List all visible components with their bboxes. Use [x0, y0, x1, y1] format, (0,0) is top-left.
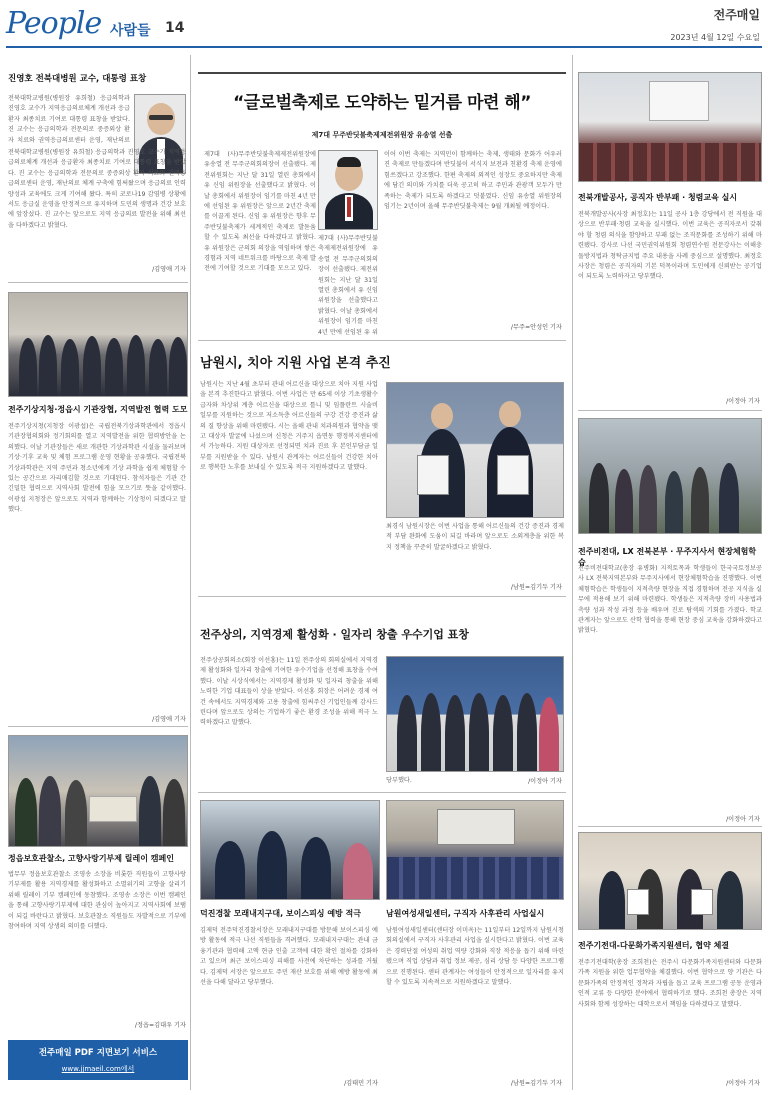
training-photo: [578, 72, 762, 182]
article-headline: 전북개발공사, 공직자 반부패 · 청렴교육 실시: [578, 193, 738, 202]
portrait-photo: [318, 150, 378, 230]
article-headline: 전주비전대, LX 전북본부 · 무주지사서 현장체험학습: [578, 547, 757, 567]
article-byline: /이정아 기자: [726, 816, 760, 823]
group-photo: [8, 292, 188, 397]
article-body: 전주상공회의소(회장 이선홍)는 11일 전주상의 회의실에서 지역경제 활성화와 일자리 창출에 기여한 우수기업을 선정해 표창을 수여했다. 이날 시상식에서는 지역경제 활성화 및 일자리 창출을 위해 노력한 기업 대표들이 상을 받았다. 이선홍 회장은 어려운 경제 여건 속에서도 지역경제와 고용 창출에 힘써주신 기업인들께 감사드린다며 앞으로도 상의는 기업하기 좋은 환경 조성을 위해 적극 노력하겠다고 말했다.: [200, 657, 378, 727]
feature-headline: “글로벌축제로 도약하는 밑거름 마련 해”: [233, 93, 531, 113]
feature-byline: /무주=안성인 기자: [510, 324, 562, 331]
article-headline: 전주상의, 지역경제 활성화 · 일자리 창출 우수기업 표창: [200, 628, 469, 641]
masthead-rule: [6, 46, 762, 48]
section-title: 사람들: [110, 23, 151, 39]
article-headline: 진영호 전북대병원 교수, 대통령 표창: [8, 74, 147, 84]
divider: [8, 282, 188, 283]
article-body-cont: 당부했다.: [386, 777, 412, 784]
article-body-cont: 전북대학교병원(병원장 유희철) 응급의학과 진영호 교수가 지역응급의료체계 개선과 응급환자 최종치료 기여로 대통령 표창을 받았다. 진 교수는 응급의학과 전문의로 중증외상 환자 치료와 권역응급의료센터 운영, 재난의료 체계 구축에 힘써왔으며 응급의료 인력 양성과 교육에도 크게 기여해 왔다. 특히 코로나19 감염병 상황에서도 응급실 운영을 안정적으로 유지하며 도민의 생명과 건강 보호에 앞장섰다. 진 교수는 앞으로도 지역 응급의료 발전을 위해 최선을 다하겠다고 밝혔다.: [8, 149, 186, 229]
divider: [8, 726, 188, 727]
article-body: 전주비전대학교(총장 유병화) 지적토목과 학생들이 한국국토정보공사 LX 전북지역본부와 무주지사에서 현장체험학습을 진행했다. 이번 체험학습은 학생들이 지적측량 현장을 직접 경험하며 전공 지식을 실무에 적용해 보기 위해 마련됐다. 학생들은 지적측량 장비 사용법과 측량 성과 작성 과정 등을 배우며 진로 탐색의 기회를 가졌다. 학교 관계자는 앞으로도 산학 협력을 통해 현장 중심 교육을 강화하겠다고 밝혔다.: [578, 565, 762, 635]
article-body: 전북개발공사(사장 최정호)는 11일 공사 1층 강당에서 전 직원을 대상으로 반부패·청렴 교육을 실시했다. 이번 교육은 공직자로서 갖춰야 할 청렴 의식을 함양하고 부패 없는 조직문화를 조성하기 위해 마련됐다. 강사로 나선 국민권익위원회 청렴연수원 전문강사는 이해충돌방지법과 청탁금지법 주요 내용을 사례 중심으로 설명했다. 최정호 사장은 청렴은 공직자의 기본 덕목이라며 도민에게 신뢰받는 공기업이 되도록 노력하자고 당부했다.: [578, 211, 762, 281]
article-body: 남원시는 지난 4월 초부터 관내 어르신을 대상으로 치아 지원 사업을 본격 추진한다고 밝혔다. 이번 사업은 만 65세 이상 기초생활수급자와 차상위 계층 어르신을 대상으로 틀니 및 임플란트 시술비 일부를 지원하는 것으로 저소득층 어르신들의 구강 건강 증진과 삶의 질 향상을 위해 마련됐다. 시는 올해 관내 치과의원과 협약을 맺고 대상자 발굴에 나섰으며 신청은 거주지 읍면동 행정복지센터에서 가능하다. 지원 대상자로 선정되면 치과 진료 후 본인부담금 일부를 지원받을 수 있다. 남원시 관계자는 어르신들이 건강한 치아로 행복한 노후를 보내실 수 있도록 적극 지원하겠다고 말했다.: [200, 381, 378, 472]
agreement-photo: [386, 382, 564, 518]
divider: [198, 596, 566, 597]
divider: [578, 410, 762, 411]
feature-subhead: 제7대 무주반딧불축제제전위원장 유송열 선출: [311, 131, 453, 139]
pdf-service-box[interactable]: [8, 1040, 188, 1080]
police-photo: [200, 800, 380, 900]
seminar-photo: [386, 800, 564, 900]
column-divider: [572, 55, 573, 1090]
feature-body-right: 이어 이번 축제는 지역민이 함께하는 축제, 생태와 문화가 어우러진 축제로 만들겠다며 반딧불이 서식지 보전과 친환경 축제 운영에 힘쓰겠다고 강조했다. 한편 축제의 외적인 성장도 중요하지만 축제에 담긴 의미와 가치를 더욱 공고히 하고 주민과 관광객 모두가 만족하는 축제가 되도록 하겠다고 덧붙였다. 신임 유송열 위원장의 임기는 2년이며 올해 무주반딧불축제는 9월 개최될 예정이다.: [384, 151, 562, 211]
article-body: 김제덕 전주덕진경찰서장은 모래내지구대를 방문해 보이스피싱 예방 활동에 적극 나선 직원들을 격려했다. 모래내지구대는 관내 금융기관과 협력해 고액 현금 인출 고객에 대한 확인 절차를 강화하고 있으며 최근 보이스피싱 피해를 사전에 차단하는 성과를 거뒀다. 김제덕 서장은 앞으로도 주민 재산 보호를 위해 예방 활동에 최선을 다해 달라고 당부했다.: [200, 927, 378, 987]
pdf-service-link[interactable]: www.jjmaeil.com에서: [61, 1065, 135, 1073]
article-byline: /남원=김기두 기자: [510, 584, 562, 591]
article-byline: /김영애 기자: [152, 266, 186, 273]
article-byline: /남원=김기두 기자: [510, 1080, 562, 1087]
feature-body-mid: 제7대 (사)무주반딧불축제제전위원장에 유송열 전 무주군의회의장이 선출됐다. 제전위원회는 지난 달 31일 열린 총회에서 유 신임 위원장을 선출했다고 밝혔다. 이날 총회에서 위원장이 임기를 마친 4년 만에 선임된 유 위: [318, 235, 378, 336]
section-logo: People: [6, 6, 102, 41]
article-byline: /김영애 기자: [152, 716, 186, 723]
issue-date: 2023년 4월 12일 수요일: [670, 33, 760, 42]
article-byline: /김태민 기자: [344, 1080, 378, 1087]
field-trip-photo: [578, 418, 762, 534]
column-divider: [190, 55, 191, 1090]
article-byline: /이정아 기자: [528, 778, 562, 785]
campaign-photo: [8, 735, 188, 847]
newspaper-name: 전주매일: [713, 8, 760, 22]
article-headline: 전주기상지청·정읍시 기관장협, 지역발전 협력 도모: [8, 405, 188, 414]
article-byline: /이정아 기자: [726, 398, 760, 405]
divider: [198, 340, 566, 341]
article-byline: /정읍=김대우 기자: [134, 1022, 186, 1029]
article-body: 전주기상지청(지청장 이광섭)은 국립전북기상과학관에서 정읍시 기관장협의회와 정기회의를 열고 지역발전을 위한 협력방안을 논의했다. 이날 기관장들은 새로 개관한 기상과학관 시설을 둘러보며 기상·기후 교육 및 체험 프로그램 운영 현황을 공유했다. 국립전북기상과학관은 지역 주민과 청소년에게 기상 과학을 쉽게 체험할 수 있는 공간으로 자리매김할 것으로 기대된다. 참석자들은 기관 간 긴밀한 협력으로 지역사회 발전에 힘을 모으기로 뜻을 같이했다. 이광섭 지청장은 앞으로도 지역과 함께하는 기상청이 되겠다고 말했다.: [8, 423, 186, 514]
article-headline: 덕진경찰 모래내지구대, 보이스피싱 예방 적극: [200, 909, 362, 918]
page-number: 14: [165, 20, 185, 36]
divider: [198, 792, 566, 793]
article-byline: /이정아 기자: [726, 1080, 760, 1087]
article-headline: 남원여성새일센터, 구직자 사후관리 사업실시: [386, 909, 545, 918]
award-photo: [386, 656, 564, 772]
article-body: 전북대학교병원(병원장 유희철) 응급의학과 진영호 교수가 지역응급의료체계 개선과 응급환자 최종치료 기여로 대통령 표창을 받았다. 진 교수는 응급의학과 전문의로 중증외상 환자 치료와 권역응급의료센터 운영, 재난의료: [8, 95, 130, 144]
article-headline: 남원시, 치아 지원 사업 본격 추진: [200, 356, 391, 371]
pdf-service-title: 전주매일 PDF 지면보기 서비스: [38, 1048, 158, 1058]
mou-photo: [578, 832, 762, 930]
divider: [578, 826, 762, 827]
feature-top-rule: [198, 72, 566, 74]
article-body-cont: 최경식 남원시장은 이번 사업을 통해 어르신들의 건강 증진과 경제적 부담 완화에 도움이 되길 바라며 앞으로도 소외계층을 위한 복지 정책을 꾸준히 발굴하겠다고 밝혔다.: [386, 523, 564, 551]
article-body: 법무부 정읍보호관찰소 조영송 소장을 비롯한 직원들이 고향사랑기부제를 활용 지역경제를 활성화하고 소멸위기의 고향을 살리기 위해 릴레이 기부 캠페인에 동참했다. 조영송 소장은 이번 캠페인을 통해 고향사랑기부제에 대한 관심이 높아지고 지역사회에 보탬이 되길 바란다고 밝혔다. 보호관찰소 직원들도 자발적으로 기부에 참여하며 지역 상생의 의미를 더했다.: [8, 871, 186, 931]
article-body: 전주기전대학(총장 조희천)은 전주시 다문화가족지원센터와 다문화가족 지원을 위한 업무협약을 체결했다. 이번 협약으로 양 기관은 다문화가족의 안정적인 정착과 자립을 돕고 교육 프로그램 공동 운영과 인적 교류 등 다양한 분야에서 협력하기로 했다. 조희천 총장은 지역사회와 함께 성장하는 대학으로서 책임을 다하겠다고 말했다.: [578, 959, 762, 1008]
article-headline: 정읍보호관찰소, 고향사랑기부제 릴레이 캠페인: [8, 854, 174, 863]
article-headline: 전주기전대-다문화가족지원센터, 협약 체결: [578, 941, 730, 950]
article-body: 남원여성새일센터(센터장 이미옥)는 11일부터 12일까지 남원시청 회의실에서 구직자 사후관리 사업을 실시한다고 밝혔다. 이번 교육은 경력단절 여성의 취업 역량 강화와 직장 적응을 돕기 위해 마련됐으며 직업 상담과 취업 정보 제공, 심리 상담 등 다양한 프로그램으로 진행된다. 센터 관계자는 여성들이 안정적으로 일자리를 유지할 수 있도록 지속적으로 지원하겠다고 말했다.: [386, 927, 564, 987]
feature-body-left: 제7대 (사)무주반딧불축제제전위원장에 유송열 전 무주군의회의장이 선출됐다. 제전위원회는 지난 달 31일 열린 총회에서 유 신임 위원장을 선출했다고 밝혔다. 이날 총회에서 위원장이 임기를 마친 4년 만에 선임된 유 위원장은 앞으로 2년간 축제를 이끌게 된다. 신임 유 위원장은 향후 무주반딧불축제가 세계적인 축제로 발돋움할 수 있도록 최선을 다하겠다고 밝혔다. 유 위원장은 군의회 의장을 역임하며 쌓은 경험과 지역 네트워크를 바탕으로 축제 발전에 기여할 것으로 기대를 모으고 있다.: [204, 151, 316, 273]
